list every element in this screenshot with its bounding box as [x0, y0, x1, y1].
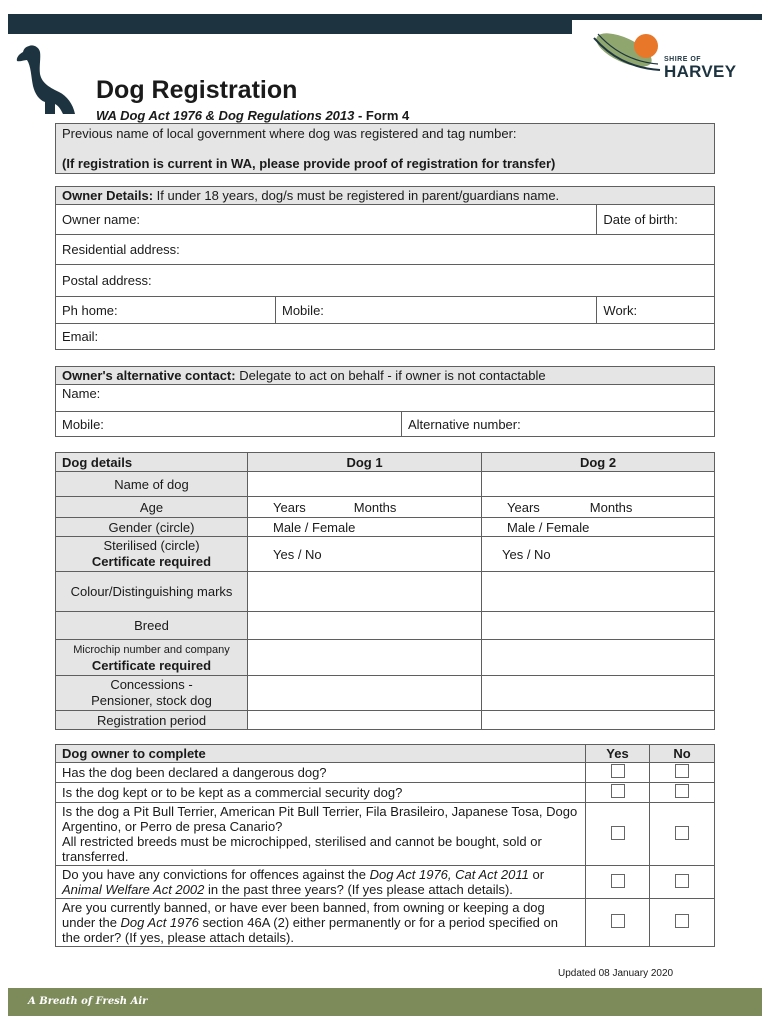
q1-yes-checkbox[interactable]: [586, 763, 650, 783]
q1-no-checkbox[interactable]: [650, 763, 715, 783]
alt-contact-mobile-field[interactable]: Mobile:: [56, 412, 402, 437]
questions-heading: Dog owner to complete: [56, 745, 586, 763]
postal-address-field[interactable]: Postal address:: [56, 265, 715, 297]
owner-name-field[interactable]: Owner name:: [56, 205, 597, 235]
footer-tagline: A Breath of Fresh Air: [28, 996, 148, 1007]
dog1-registration-field[interactable]: [248, 711, 482, 730]
ph-home-field[interactable]: Ph home:: [56, 297, 276, 324]
yes-heading: Yes: [586, 745, 650, 763]
work-phone-field[interactable]: Work:: [597, 297, 715, 324]
previous-registration-field[interactable]: Previous name of local government where dog was registered and tag number: (If registration is current in WA, please provide proof of registration for transfer): [56, 124, 715, 174]
dog1-breed-field[interactable]: [248, 612, 482, 640]
harvey-text: HARVEY: [664, 62, 737, 81]
alt-contact-name-field[interactable]: Name:: [56, 385, 715, 412]
q2-yes-checkbox[interactable]: [586, 783, 650, 803]
colour-label: Colour/Distinguishing marks: [56, 572, 248, 612]
dog2-age-field[interactable]: Years Months: [482, 497, 715, 518]
dog2-colour-field[interactable]: [482, 572, 715, 612]
registration-period-label: Registration period: [56, 711, 248, 730]
microchip-label: Microchip number and company Certificate required: [56, 640, 248, 676]
dog-details-heading: Dog details: [56, 453, 248, 472]
dog2-sterilised-field[interactable]: Yes / No: [482, 537, 715, 572]
dog1-concessions-field[interactable]: [248, 676, 482, 711]
dog2-registration-field[interactable]: [482, 711, 715, 730]
mobile-field[interactable]: Mobile:: [276, 297, 597, 324]
shire-of-text: SHIRE OF: [664, 56, 702, 63]
dog2-breed-field[interactable]: [482, 612, 715, 640]
dog1-gender-field[interactable]: Male / Female: [248, 518, 482, 537]
gender-label: Gender (circle): [56, 518, 248, 537]
dog1-heading: Dog 1: [248, 453, 482, 472]
q4-no-checkbox[interactable]: [650, 866, 715, 899]
question-restricted-breed: Is the dog a Pit Bull Terrier, American Pit Bull Terrier, Fila Brasileiro, Japanese Tosa, Dogo Argentino, or Perro de presa Canario? All restricted breeds must be microchipped, sterilised and cannot be bought, sold or transferred.: [56, 803, 586, 866]
dog2-heading: Dog 2: [482, 453, 715, 472]
concessions-label: Concessions - Pensioner, stock dog: [56, 676, 248, 711]
q5-yes-checkbox[interactable]: [586, 899, 650, 947]
residential-address-field[interactable]: Residential address:: [56, 235, 715, 265]
page-title: Dog Registration: [96, 76, 298, 104]
previous-registration-section: [55, 123, 715, 174]
dog2-name-field[interactable]: [482, 472, 715, 497]
question-convictions: Do you have any convictions for offences against the Dog Act 1976, Cat Act 2011 or Animal Welfare Act 2002 in the past three years? (If yes please attach details).: [56, 866, 586, 899]
updated-date: Updated 08 January 2020: [558, 968, 674, 979]
dog2-microchip-field[interactable]: [482, 640, 715, 676]
owner-details-section: [55, 186, 715, 350]
page-subtitle: WA Dog Act 1976 & Dog Regulations 2013 - Form 4: [96, 108, 410, 123]
date-of-birth-field[interactable]: Date of birth:: [597, 205, 715, 235]
sterilised-label: Sterilised (circle) Certificate required: [56, 537, 248, 572]
dog1-name-field[interactable]: [248, 472, 482, 497]
dog2-concessions-field[interactable]: [482, 676, 715, 711]
dog-silhouette-icon: [15, 44, 77, 116]
dog-details-table: [55, 452, 715, 730]
dog1-colour-field[interactable]: [248, 572, 482, 612]
email-field[interactable]: Email:: [56, 324, 715, 350]
dog2-gender-field[interactable]: Male / Female: [482, 518, 715, 537]
dog1-microchip-field[interactable]: [248, 640, 482, 676]
q2-no-checkbox[interactable]: [650, 783, 715, 803]
q3-no-checkbox[interactable]: [650, 803, 715, 866]
shire-logo-icon: [590, 28, 664, 78]
breed-label: Breed: [56, 612, 248, 640]
age-label: Age: [56, 497, 248, 518]
alternative-contact-heading: Owner's alternative contact: Delegate to act on behalf - if owner is not contactable: [56, 367, 715, 385]
q3-yes-checkbox[interactable]: [586, 803, 650, 866]
question-banned: Are you currently banned, or have ever been banned, from owning or keeping a dog under the Dog Act 1976 section 46A (2) either permanently or for a period specified on the order? (If yes, please attach details).: [56, 899, 586, 947]
dog1-age-field[interactable]: Years Months: [248, 497, 482, 518]
q5-no-checkbox[interactable]: [650, 899, 715, 947]
no-heading: No: [650, 745, 715, 763]
q4-yes-checkbox[interactable]: [586, 866, 650, 899]
alternative-contact-section: [55, 366, 715, 437]
dog1-sterilised-field[interactable]: Yes / No: [248, 537, 482, 572]
owner-questions-table: [55, 744, 715, 947]
alternative-number-field[interactable]: Alternative number:: [402, 412, 715, 437]
question-security-dog: Is the dog kept or to be kept as a commercial security dog?: [56, 783, 586, 803]
owner-details-heading: Owner Details: If under 18 years, dog/s must be registered in parent/guardians name.: [56, 187, 715, 205]
name-of-dog-label: Name of dog: [56, 472, 248, 497]
question-dangerous-dog: Has the dog been declared a dangerous dog?: [56, 763, 586, 783]
